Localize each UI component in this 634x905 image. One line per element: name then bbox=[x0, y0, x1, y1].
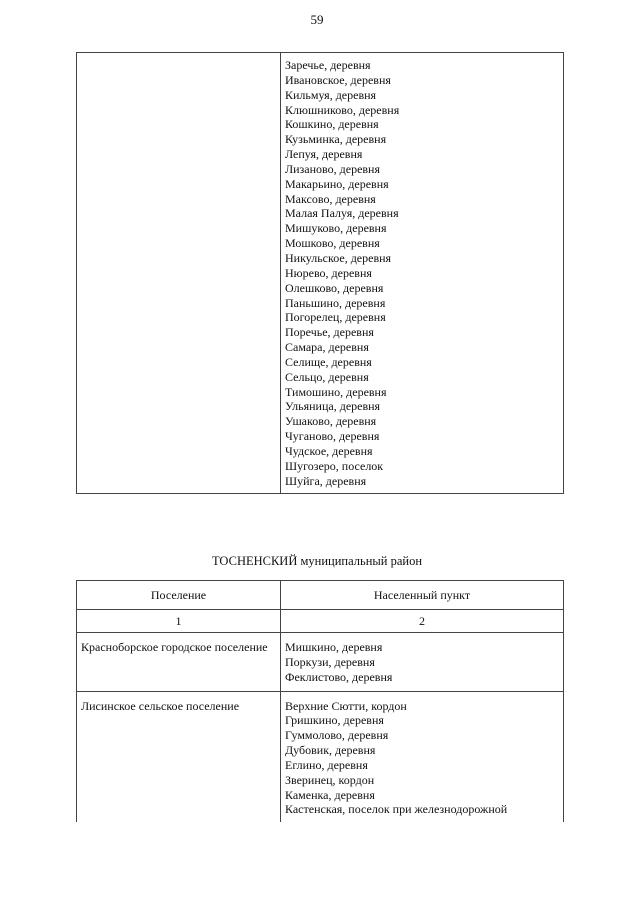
list-item: Гуммолово, деревня bbox=[285, 728, 389, 743]
list-item: Поречье, деревня bbox=[285, 325, 374, 340]
settlements-list-cell bbox=[281, 53, 564, 494]
list-item: Кильмуя, деревня bbox=[285, 87, 377, 102]
list-item: Погорелец, деревня bbox=[285, 310, 386, 325]
table-row bbox=[77, 53, 564, 494]
settlements-list bbox=[285, 58, 559, 488]
section-title: ТОСНЕНСКИЙ муниципальный район bbox=[211, 554, 423, 568]
list-item: Чудское, деревня bbox=[285, 443, 373, 458]
settlement-name-cell bbox=[77, 633, 281, 692]
header-locality: Населенный пункт bbox=[281, 581, 564, 610]
list-item: Нюрево, деревня bbox=[285, 265, 372, 280]
list-item: Лепуя, деревня bbox=[285, 147, 363, 162]
places-list bbox=[285, 640, 559, 685]
column-numbers-row bbox=[77, 610, 564, 633]
list-item: Чуганово, деревня bbox=[285, 429, 380, 444]
continued-settlements-table bbox=[76, 52, 564, 494]
list-item: Заречье, деревня bbox=[285, 58, 371, 72]
list-item: Кошкино, деревня bbox=[285, 117, 379, 132]
places-list-cell bbox=[281, 633, 564, 692]
list-item: Поркузи, деревня bbox=[285, 654, 375, 669]
list-item: Каменка, деревня bbox=[285, 787, 375, 802]
list-item: Зверинец, кордон bbox=[285, 772, 375, 787]
list-item: Ушаково, деревня bbox=[285, 414, 377, 429]
list-item: Дубовик, деревня bbox=[285, 743, 376, 758]
column-number-1: 1 bbox=[77, 610, 281, 633]
list-item: Шуйга, деревня bbox=[285, 473, 367, 488]
list-item: Гришкино, деревня bbox=[285, 713, 384, 728]
list-item: Клюшниково, деревня bbox=[285, 102, 400, 117]
tosno-district-table bbox=[76, 580, 564, 822]
table-row bbox=[77, 691, 564, 822]
settlement-cell-empty bbox=[77, 53, 281, 494]
list-item: Никульское, деревня bbox=[285, 250, 392, 265]
places-list-cell bbox=[281, 691, 564, 822]
page-number: 59 bbox=[310, 12, 324, 27]
list-item: Ульяница, деревня bbox=[285, 399, 381, 414]
settlement-name: Лисинское сельское поселение bbox=[81, 698, 240, 713]
list-item: Мошково, деревня bbox=[285, 236, 380, 251]
table-header-row bbox=[77, 581, 564, 610]
list-item: Малая Палуя, деревня bbox=[285, 206, 399, 221]
list-item: Макарьино, деревня bbox=[285, 176, 389, 191]
places-list bbox=[285, 699, 559, 818]
list-item: Ивановское, деревня bbox=[285, 72, 391, 87]
list-item: Кастенская, поселок при железнодорожной bbox=[285, 802, 508, 817]
table-row bbox=[77, 633, 564, 692]
list-item: Мишуково, деревня bbox=[285, 221, 387, 236]
list-item: Паньшино, деревня bbox=[285, 295, 386, 310]
settlement-name-cell bbox=[77, 691, 281, 822]
list-item: Кузьминка, деревня bbox=[285, 132, 387, 147]
list-item: Максово, деревня bbox=[285, 191, 376, 206]
list-item: Селище, деревня bbox=[285, 354, 372, 369]
header-settlement: Поселение bbox=[77, 581, 281, 610]
list-item: Олешково, деревня bbox=[285, 280, 384, 295]
list-item: Тимошино, деревня bbox=[285, 384, 387, 399]
list-item: Верхние Сютти, кордон bbox=[285, 698, 407, 713]
column-number-2: 2 bbox=[281, 610, 564, 633]
list-item: Самара, деревня bbox=[285, 340, 369, 355]
settlement-name: Красноборское городское поселение bbox=[81, 640, 268, 654]
list-item: Еглино, деревня bbox=[285, 757, 368, 772]
list-item: Лизаново, деревня bbox=[285, 161, 380, 176]
list-item: Феклистово, деревня bbox=[285, 669, 393, 684]
list-item: Мишкино, деревня bbox=[285, 640, 383, 654]
list-item: Сельцо, деревня bbox=[285, 369, 369, 384]
list-item: Шугозеро, поселок bbox=[285, 458, 384, 473]
